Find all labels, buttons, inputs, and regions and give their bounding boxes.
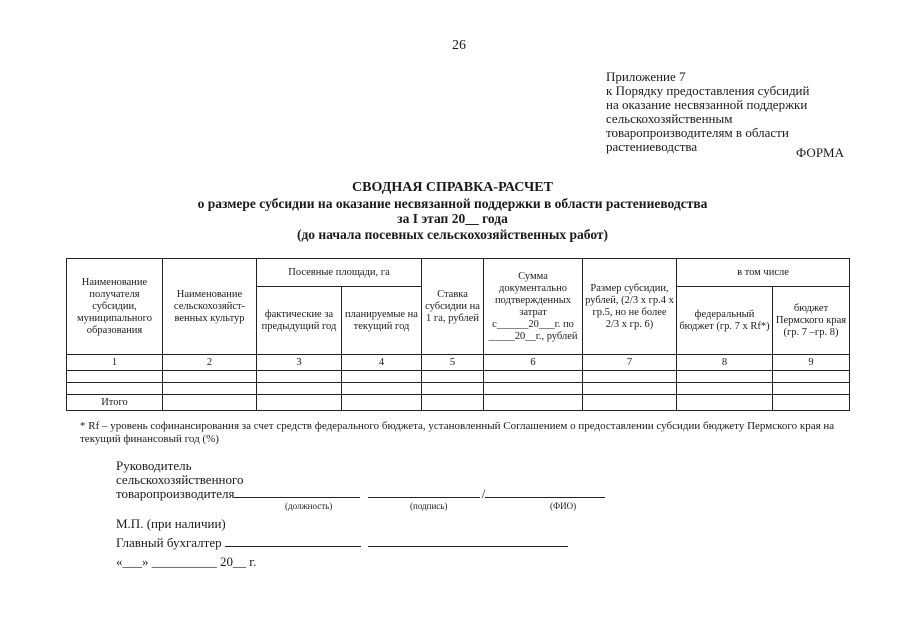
total-label: Итого — [67, 395, 163, 411]
table-cell — [677, 383, 773, 395]
table-cell — [484, 395, 583, 411]
column-number: 6 — [484, 355, 583, 371]
title-line-2: о размере субсидии на оказание несвязанной поддержки в области растениеводства — [197, 195, 708, 211]
table-cell — [257, 371, 342, 383]
calculation-table — [66, 258, 850, 411]
separator-slash: / — [481, 486, 486, 501]
total-row — [67, 395, 850, 411]
table-row — [67, 383, 850, 395]
table-cell — [422, 371, 484, 383]
column-number: 5 — [422, 355, 484, 371]
footnote: * Rf – уровень софинансирования за счет средств федерального бюджета, установленный Соглашением о предоставлении субсидии бюджету Пермского края на текущий финансовый год (%) — [80, 420, 835, 445]
header-recipient: Наименование получателя субсидии, муниципального образования — [67, 259, 163, 355]
appendix-line: растениеводства — [606, 139, 698, 154]
name-field[interactable] — [485, 486, 605, 498]
appendix-line: товаропроизводителям в области — [606, 125, 789, 140]
accountant-name-field[interactable] — [368, 535, 568, 547]
header-costs: Сумма документально подтвержденных затрат с______20___г. по _____20__г., рублей — [484, 259, 583, 355]
table-cell — [342, 383, 422, 395]
header-planned-cur-year: планируемые на текущий год — [342, 287, 422, 355]
column-number: 9 — [773, 355, 850, 371]
head-title-line-2: сельскохозяйственного — [116, 472, 244, 487]
title-line-4: (до начала посевных сельскохозяйственных работ) — [296, 226, 609, 242]
appendix-line: на оказание несвязанной поддержки — [606, 97, 808, 112]
table-cell — [677, 371, 773, 383]
header-sown-area: Посевные площади, га — [257, 259, 422, 287]
table-cell — [484, 371, 583, 383]
column-number: 7 — [583, 355, 677, 371]
caption-signature: (подпись) — [410, 501, 448, 511]
head-title-line-1: Руководитель — [116, 458, 192, 473]
table-cell — [163, 395, 257, 411]
caption-position: (должность) — [285, 501, 333, 511]
appendix-line: Приложение 7 — [606, 69, 686, 84]
column-number: 4 — [342, 355, 422, 371]
page-number: 26 — [452, 38, 466, 53]
stamp-note: М.П. (при наличии) — [116, 516, 226, 531]
table-cell — [422, 383, 484, 395]
position-field[interactable] — [234, 486, 360, 498]
table-cell — [163, 383, 257, 395]
table-cell — [773, 383, 850, 395]
header-actual-prev-year: фактические за предыдущий год — [257, 287, 342, 355]
accountant-label: Главный бухгалтер — [116, 535, 222, 550]
header-rate: Ставка субсидии на 1 га, рублей — [422, 259, 484, 355]
table-cell — [583, 395, 677, 411]
table-cell — [677, 395, 773, 411]
column-number: 2 — [163, 355, 257, 371]
table-cell — [583, 371, 677, 383]
appendix-line: к Порядку предоставления субсидий — [606, 83, 810, 98]
column-number-row — [67, 355, 850, 371]
table-cell — [773, 395, 850, 411]
table-cell — [163, 371, 257, 383]
table-cell — [257, 383, 342, 395]
column-number: 1 — [67, 355, 163, 371]
accountant-signature-line — [116, 535, 568, 551]
table-cell — [773, 371, 850, 383]
column-number: 8 — [677, 355, 773, 371]
caption-name: (ФИО) — [550, 501, 577, 511]
signature-field[interactable] — [368, 486, 480, 498]
document-title — [0, 180, 905, 242]
header-perm-budget: бюджет Пермского края (гр. 7 –гр. 8) — [773, 287, 850, 355]
head-signature-line — [116, 486, 605, 502]
table-cell — [484, 383, 583, 395]
table-cell — [342, 371, 422, 383]
appendix-note — [606, 70, 856, 154]
header-including: в том числе — [677, 259, 850, 287]
table-cell — [257, 395, 342, 411]
title-line-1: СВОДНАЯ СПРАВКА-РАСЧЕТ — [352, 180, 553, 195]
header-subsidy: Размер субсидии, рублей, (2/3 x гр.4 x гр.5, но не более 2/3 x гр. 6) — [583, 259, 677, 355]
date-line: «___» __________ 20__ г. — [116, 554, 257, 569]
table-cell — [583, 383, 677, 395]
form-label: ФОРМА — [796, 145, 844, 160]
table-cell — [422, 395, 484, 411]
header-crops: Наименование сельскохозяйст-венных культур — [163, 259, 257, 355]
appendix-line: сельскохозяйственным — [606, 111, 733, 126]
title-line-3: за I этап 20__ года — [397, 211, 508, 226]
head-title-line-3: товаропроизводителя — [116, 486, 235, 501]
column-number: 3 — [257, 355, 342, 371]
accountant-signature-field[interactable] — [225, 535, 361, 547]
table-row — [67, 371, 850, 383]
table-cell — [67, 383, 163, 395]
table-cell — [67, 371, 163, 383]
table-cell — [342, 395, 422, 411]
header-federal-budget: федеральный бюджет (гр. 7 x Rf*) — [677, 287, 773, 355]
